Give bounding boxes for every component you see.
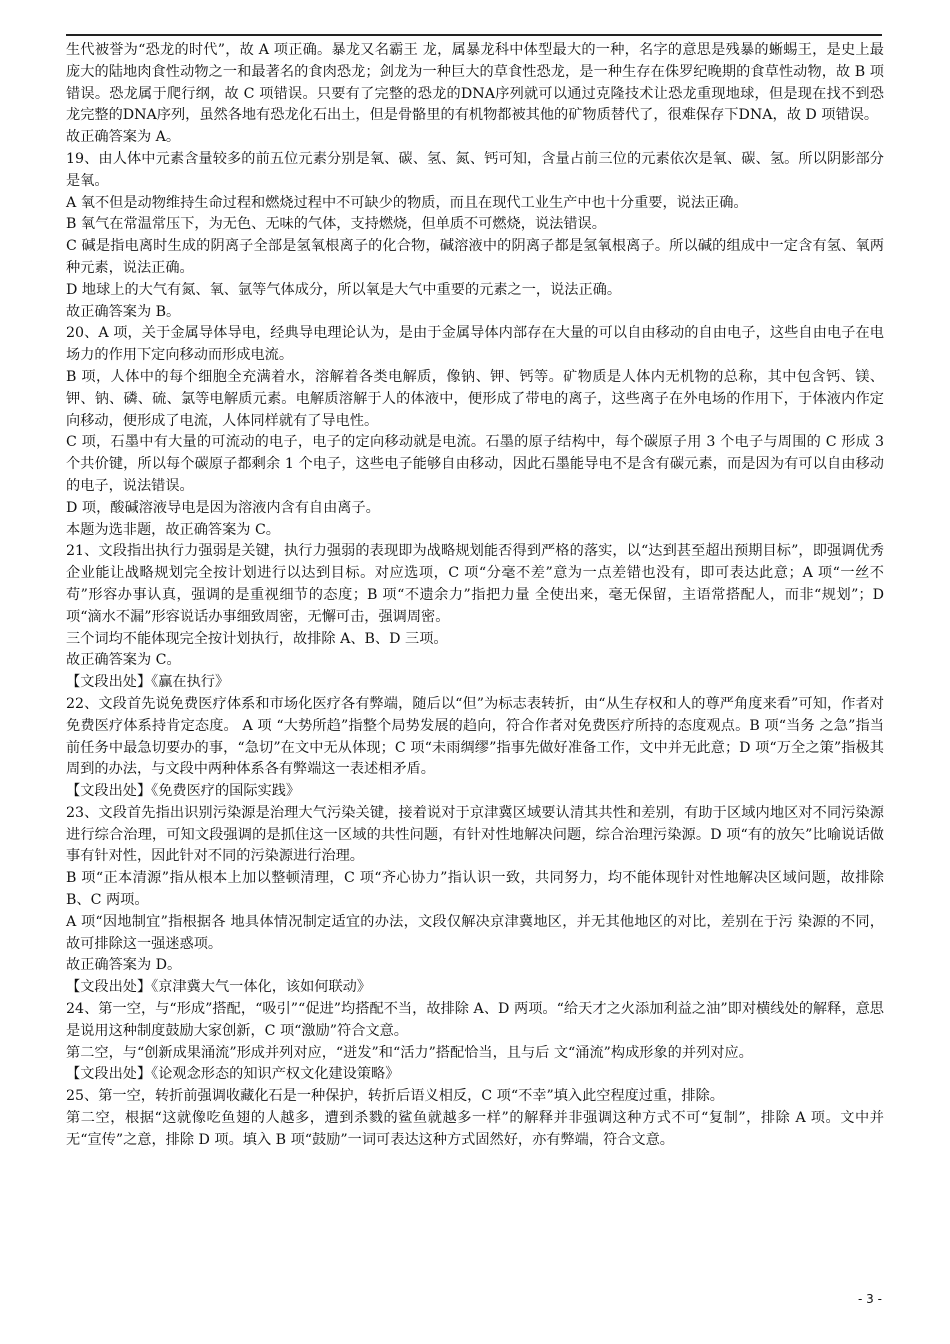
paragraph: 故正确答案为 C。 — [66, 652, 181, 669]
paragraph: 25、第一空，转折前强调收藏化石是一种保护，转折后语义相反，C 项“不幸”填入此空程度过重，排除。 — [66, 1088, 724, 1105]
paragraph: 三个词均不能体现完全按计划执行，故排除 A、B、D 三项。 — [66, 630, 448, 647]
source-citation: 【文段出处】《论观念形态的知识产权文化建设策略》 — [66, 1066, 400, 1083]
paragraph: C 碱是指电离时生成的阴离子全部是氢氧根离子的化合物，碱溶液中的阴离子都是氢氧根离子。所以碱的组成中一定含有氢、氧两种元素，说法正确。 — [66, 238, 884, 276]
header-rule — [66, 34, 882, 36]
paragraph: A 氧不但是动物维持生命过程和燃烧过程中不可缺少的物质，而且在现代工业生产中也十分重要，说法正确。 — [66, 194, 748, 211]
paragraph: 24、第一空，与“形成”搭配，“吸引”“促进”均搭配不当，故排除 A、D 两项。“给天才之火添加利益之油”即对横线处的解释，意思是说用这种制度鼓励大家创新，C 项“激励”符合文意。 — [66, 1001, 884, 1039]
source-citation: 【文段出处】《赢在执行》 — [66, 674, 230, 691]
answer-explanations — [66, 40, 884, 1152]
paragraph: 第二空，根据“这就像吃鱼翅的人越多，遭到杀戮的鲨鱼就越多一样”的解释并非强调这种方式不可“复制”，排除 A 项。文中并无“宣传”之意，排除 D 项。填入 B 项“鼓励”一词可表达这种方式固然好，亦有弊端，符合文意。 — [66, 1110, 884, 1148]
paragraph: 21、文段指出执行力强弱是关键，执行力强弱的表现即为战略规划能否得到严格的落实，以“达到甚至超出预期目标”，即强调优秀企业能让战略规划完全按计划进行以达到目标。对应选项，C 项“分毫不差”意为一点差错也没有，即可表达此意；A 项“一丝不苟”形容办事认真，强调的是重视细节的态度；B 项“不遗余力”指把力量 全使出来，毫无保留，主语常搭配人，而非“规划”；D 项“滴水不漏”形容说话办事细致周密，无懈可击，强调周密。 — [66, 543, 884, 625]
paragraph: 故正确答案为 D。 — [66, 957, 182, 974]
paragraph: 第二空，与“创新成果涌流”形成并列对应，“迸发”和“活力”搭配恰当，且与后 文“涌流”构成形象的并列对应。 — [66, 1044, 753, 1061]
page-number: - 3 - — [858, 1292, 882, 1306]
paragraph: 20、A 项，关于金属导体导电，经典导电理论认为，是由于金属导体内部存在大量的可以自由移动的自由电子，这些自由电子在电场力的作用下定向移动而形成电流。 — [66, 325, 884, 364]
paragraph: A 项“因地制宜”指根据各 地具体情况制定适宜的办法，文段仅解决京津冀地区，并无其他地区的对比，差别在于污 染源的不同，故可排除这一强迷惑项。 — [66, 913, 884, 952]
source-citation: 【文段出处】《免费医疗的国际实践》 — [66, 783, 301, 800]
paragraph: 23、文段首先指出识别污染源是治理大气污染关键，接着说对于京津冀区域要认清其共性和差别，有助于区域内地区对不同污染源进行综合治理，可知文段强调的是抓住这一区域的共性问题，有针对性地解决问题，综合治理污染源。D 项“有的放矢”比喻说话做事有针对性，因此针对不同的污染源进行治理。 — [66, 804, 884, 865]
paragraph: 故正确答案为 A。 — [66, 129, 181, 146]
paragraph: D 项，酸碱溶液导电是因为溶液内含有自由离子。 — [66, 499, 380, 516]
paragraph: 生代被誉为“恐龙的时代”，故 A 项正确。暴龙又名霸王 龙，属暴龙科中体型最大的一种，名字的意思是残暴的蜥蜴王，是史上最庞大的陆地肉食性动物之一和最著名的食肉恐龙；剑龙为一种巨大的草食性恐龙，是一种生存在侏罗纪晚期的食草性动物，故 B 项错误。恐龙属于爬行纲，故 C 项错误。只要有了完整的恐龙的DNA序列就可以通过克隆技术让恐龙重现地球，但是现在找不到恐龙完整的DNA序列，虽然各地有恐龙化石出土，但是骨骼里的有机物都被其他的矿物质替代了，很难保存下DNA，故 D 项错误。 — [66, 42, 884, 124]
source-citation: 【文段出处】《京津冀大气一体化，该如何联动》 — [66, 979, 372, 996]
paragraph: D 地球上的大气有氮、氧、氩等气体成分，所以氧是大气中重要的元素之一，说法正确。 — [66, 281, 622, 298]
paragraph: 19、由人体中元素含量较多的前五位元素分别是氧、碳、氢、氮、钙可知，含量占前三位的元素依次是氧、碳、氢。所以阴影部分是氧。 — [66, 150, 884, 189]
paragraph: 本题为选非题，故正确答案为 C。 — [66, 521, 280, 538]
paragraph: 故正确答案为 B。 — [66, 303, 181, 320]
paragraph: C 项，石墨中有大量的可流动的电子，电子的定向移动就是电流。石墨的原子结构中，每个碳原子用 3 个电子与周围的 C 形成 3 个共价键，所以每个碳原子都剩余 1 个电子，这些电子能够自由移动，因此石墨能导电不是含有碳元素，而是因为有可以自由移动的电子，说法错误。 — [66, 434, 884, 494]
paragraph: B 氧气在常温常压下，为无色、无味的气体，支持燃烧，但单质不可燃烧，说法错误。 — [66, 216, 606, 233]
paragraph: B 项“正本清源”指从根本上加以整顿清理，C 项“齐心协力”指认识一致，共同努力，均不能体现针对性地解决区域问题，故排除 B、C 两项。 — [66, 870, 884, 909]
paragraph: B 项，人体中的每个细胞全充满着水，溶解着各类电解质，像钠、钾、钙等。矿物质是人体内无机物的总称，其中包含钙、镁、钾、钠、磷、硫、氯等电解质元素。电解质溶解于人的体液中，便形成了带电的离子，这些离子在外电场的作用下，于体液内作定向移动，便形成了电流，人体同样就有了导电性。 — [66, 368, 884, 429]
paragraph: 22、文段首先说免费医疗体系和市场化医疗各有弊端，随后以“但”为标志表转折，由“从生存权和人的尊严角度来看”可知，作者对免费医疗体系持肯定态度。 A 项 “大势所趋”指整个局势发展的趋向，符合作者对免费医疗所持的态度观点。B 项“当务 之急”指当前任务中最急切要办的事，“急切”在文中无从体现；C 项“未雨绸缪”指事先做好准备工作，文中并无此意；D 项“万全之策”指极其周到的办法，与文段中两种体系各有弊端这一表述相矛盾。 — [66, 695, 884, 778]
